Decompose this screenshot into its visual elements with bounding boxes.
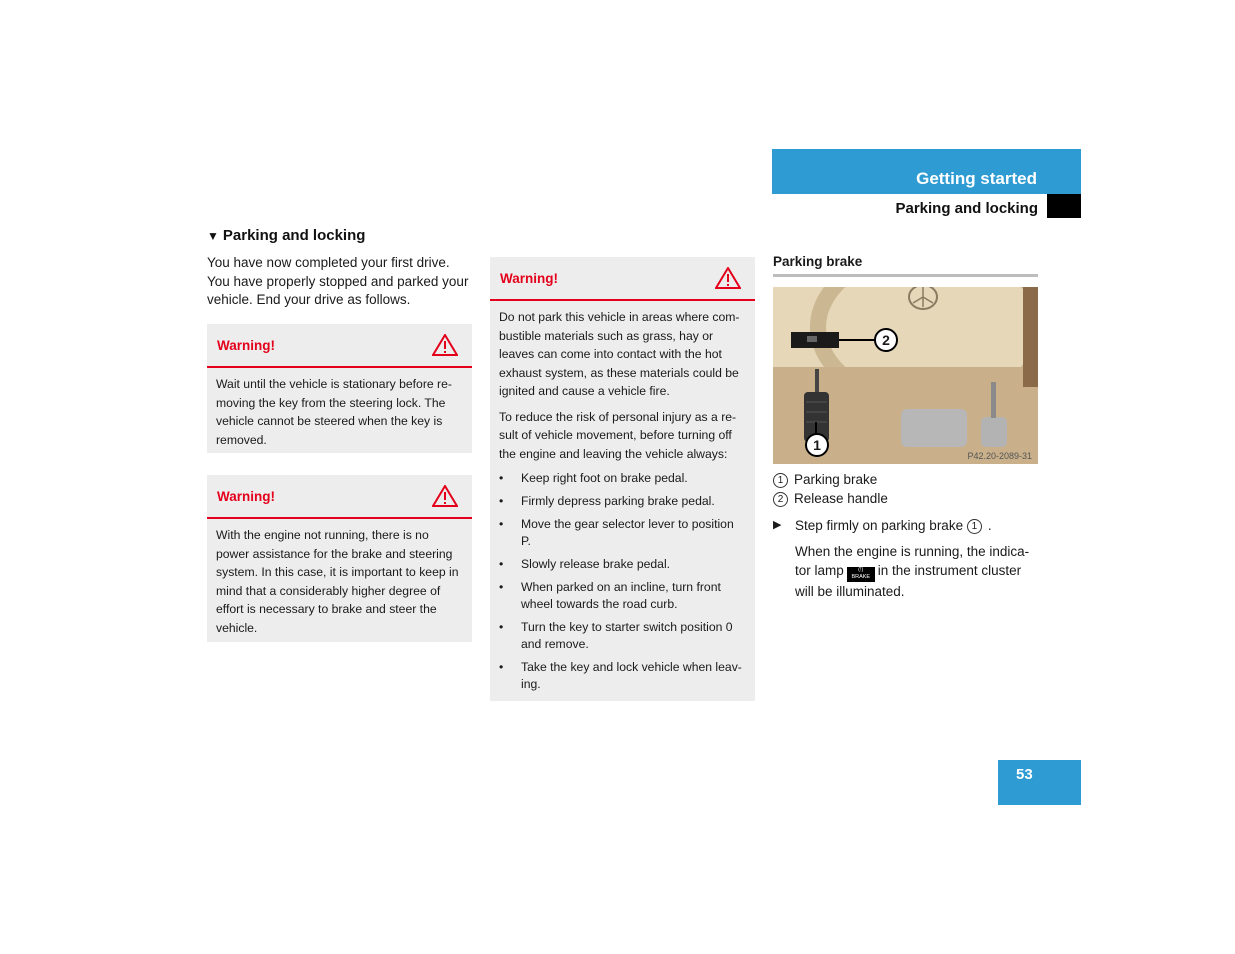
photo-code: P42.20-2089-31 (967, 451, 1032, 461)
page-title-text: Parking and locking (222, 227, 366, 244)
legend (773, 470, 888, 508)
page-number-tab (998, 760, 1081, 805)
warning-label: Warning! (217, 338, 275, 353)
warning-body (207, 519, 472, 652)
legend-number: 2 (773, 492, 788, 507)
warning-triangle-icon (432, 485, 458, 507)
page-title (207, 227, 365, 244)
list-item: • Take the key and lock vehicle when leav-ing. (499, 659, 746, 693)
arrow-right-icon: ▶ (773, 519, 782, 531)
warning-box-2 (207, 475, 472, 642)
legend-item (773, 489, 888, 508)
lamp-label: BRAKE (851, 574, 871, 580)
legend-label: Parking brake (794, 472, 878, 487)
indicator-note (795, 542, 1043, 601)
warning-label: Warning! (217, 489, 275, 504)
legend-item (773, 470, 888, 489)
parking-brake-photo (773, 287, 1038, 464)
step-text: Step firmly on parking brake 1 . (795, 518, 992, 533)
warning-body (207, 368, 472, 464)
warning-label: Warning! (500, 271, 558, 286)
warning-paragraph: Do not park this vehicle in areas where com-bustible materials such as grass, hay or leaves can come into contact with the hot exhaust system, as these materials could be ignited and cause a vehicle fire. (499, 310, 740, 398)
step-label: Step firmly on parking brake (795, 518, 964, 533)
list-item: • Keep right foot on brake pedal. (499, 470, 746, 487)
triangle-down-icon: ▼ (207, 229, 219, 243)
warning-text: With the engine not running, there is no power assistance for the brake and steering system. In this case, it is important to keep in mind that a considerably higher degree of effort is necessary to brake and steer the vehicle. (216, 528, 459, 635)
legend-number: 1 (773, 473, 788, 488)
warning-paragraph: To reduce the risk of personal injury as a re-sult of vehicle movement, before turning off the engine and leaving the vehicle always: (499, 409, 737, 461)
step-ref-number: 1 (967, 519, 982, 534)
chapter-title: Getting started (916, 169, 1037, 188)
warning-list (499, 470, 746, 693)
callout-1: 1 (805, 433, 829, 457)
instruction-step (773, 516, 1043, 601)
chapter-tab (772, 149, 1081, 194)
page-number: 53 (1016, 766, 1033, 783)
list-item: • Firmly depress parking brake pedal. (499, 493, 746, 510)
legend-label: Release handle (794, 491, 888, 506)
intro-text: You have now completed your first drive. You have properly stopped and parked your vehicle. End your drive as follows. (207, 255, 469, 307)
warning-header (490, 257, 755, 301)
list-item: • Move the gear selector lever to position P. (499, 516, 746, 550)
warning-triangle-icon (715, 267, 741, 289)
list-item: • Slowly release brake pedal. (499, 556, 746, 573)
warning-triangle-icon (432, 334, 458, 356)
brake-lamp-icon: (!) BRAKE (847, 567, 875, 582)
warning-header (207, 475, 472, 519)
warning-text: Wait until the vehicle is stationary before re-moving the key from the steering lock. The vehicle cannot be steered when the key is removed. (216, 377, 452, 447)
indicator-text-before: When the engine is running, the indica-tor lamp (795, 544, 1030, 578)
warning-box-3 (490, 257, 755, 701)
warning-body (490, 301, 755, 707)
list-item: • Turn the key to starter switch position 0 and remove. (499, 619, 746, 653)
callout-2: 2 (874, 328, 898, 352)
warning-box-1 (207, 324, 472, 453)
warning-header (207, 324, 472, 368)
list-item: • When parked on an incline, turn front wheel towards the road curb. (499, 579, 746, 613)
indicator-text-after: in the instrument cluster will be illuminated. (795, 563, 1022, 599)
section-heading: Parking and locking (895, 200, 1038, 217)
parking-brake-heading: Parking brake (773, 254, 1038, 277)
section-marker (1047, 194, 1081, 218)
